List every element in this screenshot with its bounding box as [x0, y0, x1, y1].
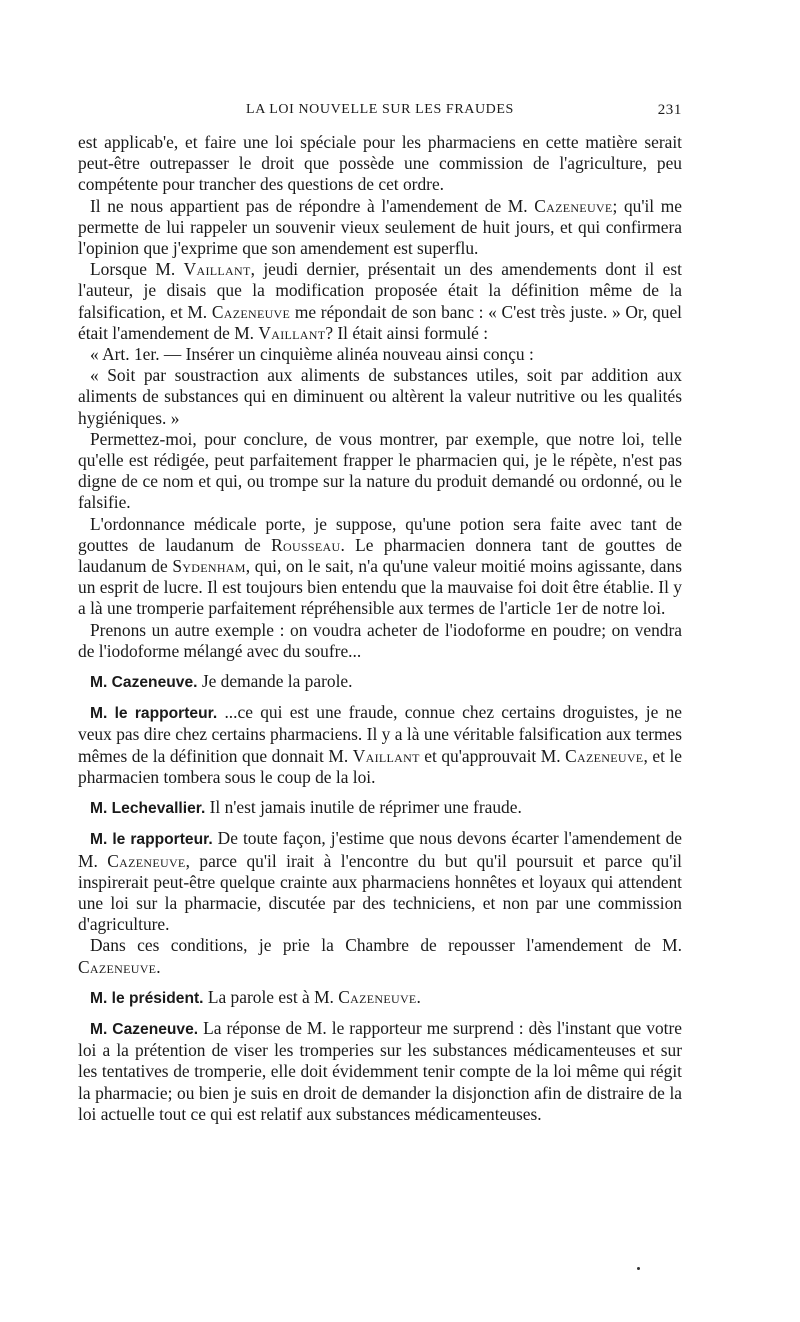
person-name: Rousseau [271, 534, 341, 555]
speaker-name: M. le président. [90, 989, 204, 1007]
paragraph [78, 514, 682, 620]
paragraph [78, 429, 682, 514]
text-run: De toute façon, j'estime que nous devons écarter l'amendement de M. [78, 828, 682, 871]
text-run: Prenons un autre exemple : on voudra acheter de l'iodoforme en poudre; on vendra de l'iodoforme mélangé avec du soufre... [78, 619, 682, 661]
paragraph [78, 132, 682, 196]
text-run: ...ce qui est une fraude, connue chez certains droguistes, je ne veux pas dire chez certains pharmaciens. Il y a là une véritable falsification aux termes mêmes de la définition que donnait M. [78, 702, 682, 766]
text-run: , et le pharmacien tombera sous le coup de la loi. [78, 745, 682, 787]
text-run: Lorsque M. [90, 259, 184, 280]
speech-paragraph [78, 671, 682, 693]
person-name: Sydenham [172, 556, 246, 577]
speaker-name: M. le rapporteur. [90, 831, 213, 849]
running-header [78, 102, 682, 119]
text-run: Permettez-moi, pour conclure, de vous montrer, par exemple, que notre loi, telle qu'elle est rédigée, peut parfaitement frapper le pharmacien qui, je le répète, n'est pas digne de ce nom et qui, ou trompe sur la nature du produit demandé ou ordonné, ou le falsifie. [78, 428, 682, 513]
text-run: Il ne nous appartient pas de répondre à l'amendement de M. [90, 195, 535, 216]
paragraph [78, 935, 682, 977]
text-run: ; qu'il me permette de lui rappeler un souvenir vieux seulement de huit jours, et qui confirmera l'opinion que j'exprime que son amendement est superflu. [78, 195, 682, 259]
person-name: Cazeneuve [534, 195, 613, 216]
text-run: , parce qu'il irait à l'encontre du but qu'il poursuit et parce qu'il inspirerait peut-être quelque crainte aux pharmaciens honnêtes et loyaux qui attendent une loi sur la pharmacie, discutée par des techniciens, et non par une commission d'agriculture. [78, 850, 682, 935]
text-run: . Le pharmacien donnera tant de gouttes de laudanum de [78, 534, 682, 577]
text-run: . [156, 956, 161, 977]
text-run: et qu'approuvait M. [419, 745, 566, 766]
person-name: Vaillant [258, 322, 326, 343]
speech-paragraph [78, 987, 682, 1009]
person-name: Vaillant [352, 745, 420, 766]
text-run: L'ordonnance médicale porte, je suppose, qu'une potion sera faite avec tant de gouttes de laudanum de [78, 513, 682, 555]
speaker-name: M. le rapporteur. [90, 705, 218, 723]
speaker-name: M. Cazeneuve. [90, 1020, 199, 1038]
paragraph [78, 196, 682, 260]
running-title: LA LOI NOUVELLE SUR LES FRAUDES [246, 102, 514, 117]
speech-paragraph [78, 797, 682, 819]
speech-paragraph [78, 828, 682, 935]
text-run: « Soit par soustraction aux aliments de substances utiles, soit par addition aux aliments de substances qui en diminuent ou altèrent la valeur nutritive ou les qualités hygiéniques. » [78, 365, 682, 428]
text-run: me répondait de son banc : « C'est très juste. » Or, quel était l'amendement de M. [78, 301, 683, 343]
speech-paragraph [78, 1018, 682, 1125]
person-name: Vaillant [183, 259, 251, 280]
speech-paragraph [78, 702, 682, 788]
person-name: Cazeneuve [78, 956, 157, 977]
text-run: La parole est à M. [203, 986, 339, 1007]
paragraph [78, 620, 682, 662]
text-run: Dans ces conditions, je prie la Chambre de repousser l'amendement de M. [90, 935, 682, 956]
text-run: , qui, on le sait, n'a qu'une valeur moitié moins agissante, dans un esprit de lucre. Il est toujours bien entendu que la mauvaise foi doit être établie. Il y a là une tromperie parfaitement répréhensible aux termes de l'article 1er de notre loi. [78, 556, 682, 619]
text-run: ? Il était ainsi formulé : [325, 322, 489, 343]
person-name: Cazeneuve [211, 301, 291, 322]
text-run: . [416, 986, 421, 1007]
page-number: 231 [657, 102, 682, 118]
speaker-name: M. Cazeneuve. [90, 674, 198, 692]
text-run: Il n'est jamais inutile de réprimer une fraude. [205, 797, 522, 818]
paragraph [78, 365, 682, 429]
page-body [78, 132, 682, 1125]
speaker-name: M. Lechevallier. [90, 800, 206, 818]
text-run: est applicab'e, et faire une loi spéciale pour les pharmaciens en cette matière serait peut-être outrepasser le droit que possède une commission de l'agriculture, peu compétente pour trancher des questions de cet ordre. [78, 132, 682, 195]
paragraph [78, 259, 682, 344]
person-name: Cazeneuve [338, 986, 417, 1007]
text-run: Je demande la parole. [197, 671, 353, 692]
text-run: , jeudi dernier, présentait un des amendements dont il est l'auteur, je disais que la modification proposée était la définition même de la falsification, et M. [78, 259, 682, 322]
person-name: Cazeneuve [565, 745, 644, 766]
print-speck [637, 1267, 640, 1270]
text-run: « Art. 1er. — Insérer un cinquième alinéa nouveau ainsi conçu : [90, 344, 534, 365]
text-run: La réponse de M. le rapporteur me surprend : dès l'instant que votre loi a la prétention de viser les tromperies sur les substances médicamenteuses et sur les tentatives de tromperie, elle doit évidemment tenir compte de la loi même qui régit la pharmacie; ou bien je suis en droit de demander la disjonction afin de distraire de la loi actuelle tout ce qui est relatif aux substances médicamenteuses. [78, 1017, 682, 1124]
person-name: Cazeneuve [107, 850, 186, 871]
paragraph [78, 344, 682, 365]
